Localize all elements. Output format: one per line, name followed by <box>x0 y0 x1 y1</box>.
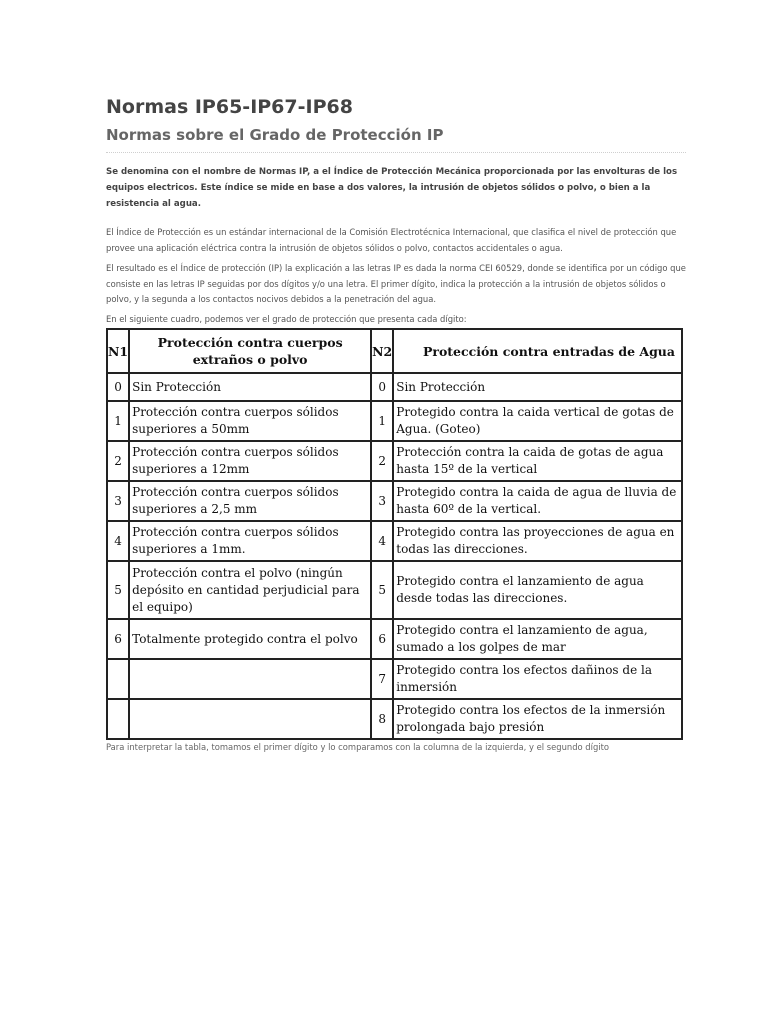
row-n1: 3 <box>107 481 129 521</box>
ip-protection-table <box>106 328 683 740</box>
row-water: Protección contra la caida de gotas de agua hasta 15º de la vertical <box>393 441 682 481</box>
row-solids <box>129 659 371 699</box>
row-n1: 6 <box>107 619 129 659</box>
row-n1: 2 <box>107 441 129 481</box>
row-n1 <box>107 699 129 739</box>
row-n2: 0 <box>371 373 393 401</box>
paragraph-table-intro: En el siguiente cuadro, podemos ver el grado de protección que presenta cada dígito: <box>106 313 467 324</box>
row-n2: 5 <box>371 561 393 619</box>
table-row <box>107 441 682 481</box>
table-row <box>107 659 682 699</box>
row-solids: Sin Protección <box>129 373 371 401</box>
paragraph-iec: El Índice de Protección es un estándar internacional de la Comisión Electrotécnica Internacional, que clasifica el nivel de protección que provee una aplicación eléctrica contra la intrusión de objetos sólidos o polvo, contactos accidentales o agua. <box>106 227 677 253</box>
row-n1 <box>107 659 129 699</box>
row-solids: Protección contra cuerpos sólidos superiores a 12mm <box>129 441 371 481</box>
table-header-row <box>107 329 682 373</box>
row-water: Protegido contra el lanzamiento de agua, sumado a los golpes de mar <box>393 619 682 659</box>
header-n1: N1 <box>107 329 129 373</box>
row-water: Protegido contra la caida vertical de gotas de Agua. (Goteo) <box>393 401 682 441</box>
row-solids: Protección contra cuerpos sólidos superiores a 2,5 mm <box>129 481 371 521</box>
row-n2: 3 <box>371 481 393 521</box>
lead-paragraph: Se denomina con el nombre de Normas IP, a el Índice de Protección Mecánica proporcionada por las envolturas de los equipos electricos. Este índice se mide en base a dos valores, la intrusión de objetos sólidos o polvo, o bien a la resistencia al agua. <box>106 167 678 209</box>
row-n1: 5 <box>107 561 129 619</box>
header-n2: N2 <box>371 329 393 373</box>
row-water: Protegido contra el lanzamiento de agua desde todas las direcciones. <box>393 561 682 619</box>
row-n2: 7 <box>371 659 393 699</box>
table-row <box>107 373 682 401</box>
paragraph-result: El resultado es el Índice de protección (IP) la explicación a las letras IP es dada la norma CEI 60529, donde se identifica por un código que consiste en las letras IP seguidas por dos dígitos y/o una letra. El primer dígito, indica la protección a la intrusión de objetos sólidos o polvo, y la segunda a los contactos nocivos debidos a la penetración del agua. <box>106 263 686 304</box>
table-row <box>107 619 682 659</box>
row-solids <box>129 699 371 739</box>
row-n2: 6 <box>371 619 393 659</box>
table-row <box>107 401 682 441</box>
row-n2: 2 <box>371 441 393 481</box>
header-solids: Protección contra cuerpos extraños o polvo <box>129 329 371 373</box>
table-row <box>107 521 682 561</box>
row-water: Sin Protección <box>393 373 682 401</box>
row-water: Protegido contra los efectos de la inmersión prolongada bajo presión <box>393 699 682 739</box>
row-n1: 1 <box>107 401 129 441</box>
row-n2: 1 <box>371 401 393 441</box>
table-row <box>107 481 682 521</box>
row-n1: 0 <box>107 373 129 401</box>
row-n1: 4 <box>107 521 129 561</box>
article <box>106 94 686 327</box>
row-n2: 4 <box>371 521 393 561</box>
table-row <box>107 699 682 739</box>
row-water: Protegido contra los efectos dañinos de la inmersión <box>393 659 682 699</box>
row-water: Protegido contra la caida de agua de lluvia de hasta 60º de la vertical. <box>393 481 682 521</box>
page-title: Normas IP65-IP67-IP68 <box>106 96 353 118</box>
footer-paragraph: Para interpretar la tabla, tomamos el primer dígito y lo comparamos con la columna de la izquierda, y el segundo dígito <box>106 742 609 752</box>
page-subtitle: Normas sobre el Grado de Protección IP <box>106 124 686 153</box>
header-water: Protección contra entradas de Agua <box>393 329 682 373</box>
row-water: Protegido contra las proyecciones de agua en todas las direcciones. <box>393 521 682 561</box>
row-solids: Protección contra cuerpos sólidos superiores a 1mm. <box>129 521 371 561</box>
row-solids: Protección contra cuerpos sólidos superiores a 50mm <box>129 401 371 441</box>
row-solids: Protección contra el polvo (ningún depósito en cantidad perjudicial para el equipo) <box>129 561 371 619</box>
row-n2: 8 <box>371 699 393 739</box>
table-row <box>107 561 682 619</box>
row-solids: Totalmente protegido contra el polvo <box>129 619 371 659</box>
